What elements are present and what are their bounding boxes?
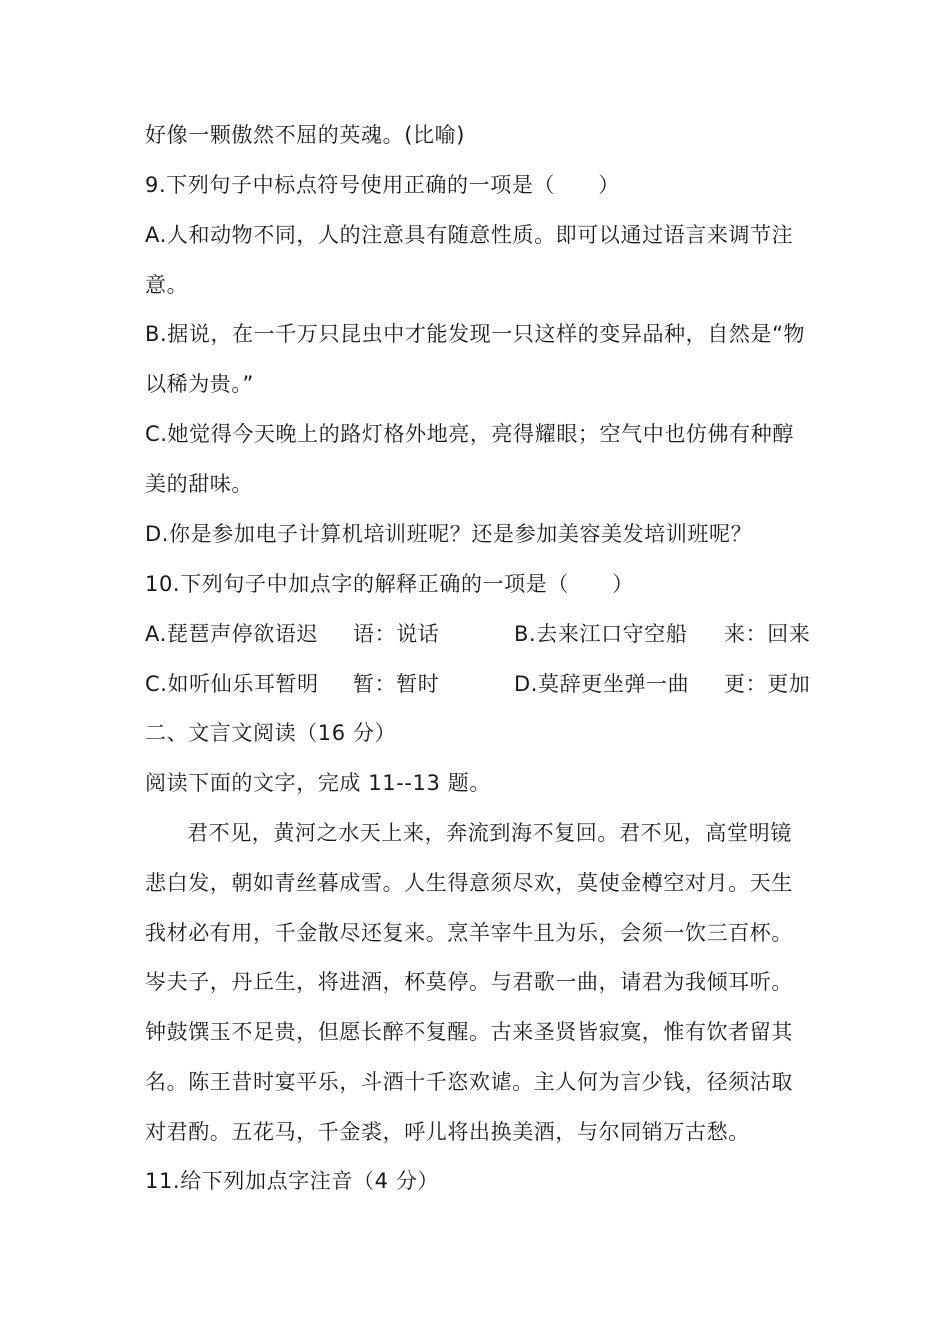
question-10-option-b: B.去来江口守空船 [514,622,688,646]
question-9-option-a-cont: 意。 [145,273,189,297]
question-10-option-d: D.莫辞更坐弹一曲 [514,672,690,696]
text-line: 好像一颗傲然不屈的英魂。(比喻) [145,123,465,147]
section-heading: 二、文言文阅读（16 分） [145,721,397,745]
reading-instruction: 阅读下面的文字，完成 11--13 题。 [145,771,491,795]
poem-line: 名。陈王昔时宴平乐，斗酒十千恣欢谑。主人何为言少钱，径须沽取 [145,1070,793,1094]
question-9-option-c: C.她觉得今天晚上的路灯格外地亮，亮得耀眼；空气中也仿佛有种醇 [145,422,794,446]
poem-line: 岑夫子，丹丘生，将进酒，杯莫停。与君歌一曲，请君为我倾耳听。 [145,970,793,994]
poem-line: 君不见，黄河之水天上来，奔流到海不复回。君不见，高堂明镜 [187,821,792,845]
question-10-option-c-gloss: 暂：暂时 [353,672,440,696]
question-9-option-b: B.据说，在一千万只昆虫中才能发现一只这样的变异品种，自然是“物 [145,322,806,346]
question-10-option-c: C.如听仙乐耳暂明 [145,672,319,696]
question-9-option-d: D.你是参加电子计算机培训班呢？还是参加美容美发培训班呢？ [145,522,753,546]
question-9-option-a: A.人和动物不同，人的注意具有随意性质。即可以通过语言来调节注 [145,223,794,247]
question-11-stem: 11.给下列加点字注音（4 分） [145,1169,440,1193]
question-9-option-b-cont: 以稀为贵。” [145,372,254,396]
poem-line: 悲白发，朝如青丝暮成雪。人生得意须尽欢，莫使金樽空对月。天生 [145,871,793,895]
question-9-option-c-cont: 美的甜味。 [145,472,253,496]
question-10-option-b-gloss: 来：回来 [724,622,811,646]
poem-line: 钟鼓馔玉不足贵，但愿长醉不复醒。古来圣贤皆寂寞，惟有饮者留其 [145,1020,793,1044]
question-10-option-a-gloss: 语：说话 [353,622,440,646]
question-9-stem: 9.下列句子中标点符号使用正确的一项是（ ） [145,173,620,197]
question-10-option-a: A.琵琶声停欲语迟 [145,622,319,646]
question-10-stem: 10.下列句子中加点字的解释正确的一项是（ ） [145,572,634,596]
poem-line: 我材必有用，千金散尽还复来。烹羊宰牛且为乐，会须一饮三百杯。 [145,921,793,945]
poem-line: 对君酌。五花马，千金裘，呼儿将出换美酒，与尔同销万古愁。 [145,1120,750,1144]
question-10-option-d-gloss: 更：更加 [724,672,811,696]
